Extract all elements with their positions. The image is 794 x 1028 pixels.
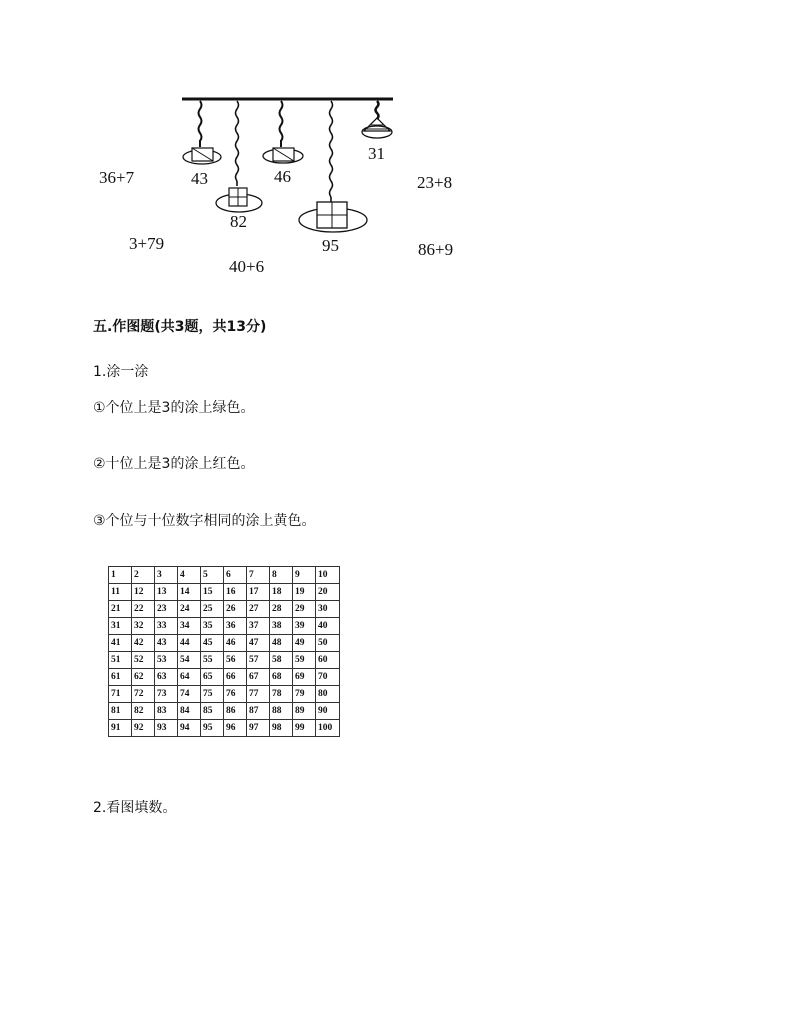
grid-cell[interactable]: 96 (224, 720, 247, 737)
grid-cell[interactable]: 49 (293, 635, 316, 652)
grid-row (109, 601, 340, 618)
section-title: 五.作图题(共3题，共13分) (93, 319, 267, 335)
lamp-82-shape (216, 101, 262, 212)
grid-cell[interactable]: 17 (247, 584, 270, 601)
grid-cell[interactable]: 15 (201, 584, 224, 601)
grid-cell[interactable]: 71 (109, 686, 132, 703)
grid-cell[interactable]: 51 (109, 652, 132, 669)
grid-cell[interactable]: 84 (178, 703, 201, 720)
grid-cell[interactable]: 43 (155, 635, 178, 652)
grid-cell[interactable]: 83 (155, 703, 178, 720)
grid-cell[interactable]: 7 (247, 567, 270, 584)
grid-cell[interactable]: 73 (155, 686, 178, 703)
grid-cell[interactable]: 48 (270, 635, 293, 652)
grid-cell[interactable]: 32 (132, 618, 155, 635)
lamp-label-95: 95 (322, 236, 339, 255)
expression-23-8: 23+8 (417, 173, 453, 192)
grid-cell[interactable]: 9 (293, 567, 316, 584)
grid-cell[interactable]: 78 (270, 686, 293, 703)
grid-cell[interactable]: 57 (247, 652, 270, 669)
grid-row (109, 686, 340, 703)
lamp-31-shape (362, 101, 392, 138)
grid-cell[interactable]: 65 (201, 669, 224, 686)
grid-cell[interactable]: 55 (201, 652, 224, 669)
question-2-title: 2.看图填数。 (93, 800, 177, 816)
grid-cell[interactable]: 91 (109, 720, 132, 737)
grid-cell[interactable]: 46 (224, 635, 247, 652)
lamp-43-shape (183, 101, 221, 164)
lamp-label-46: 46 (274, 167, 291, 186)
grid-cell[interactable]: 85 (201, 703, 224, 720)
grid-cell[interactable]: 42 (132, 635, 155, 652)
grid-cell[interactable]: 66 (224, 669, 247, 686)
grid-cell[interactable]: 19 (293, 584, 316, 601)
grid-cell[interactable]: 8 (270, 567, 293, 584)
grid-cell[interactable]: 70 (316, 669, 340, 686)
grid-cell[interactable]: 31 (109, 618, 132, 635)
grid-cell[interactable]: 61 (109, 669, 132, 686)
grid-cell[interactable]: 75 (201, 686, 224, 703)
hanging-lamps-figure (0, 0, 794, 300)
grid-cell[interactable]: 100 (316, 720, 340, 737)
lamps-drawing (0, 0, 794, 300)
grid-cell[interactable]: 12 (132, 584, 155, 601)
grid-cell[interactable]: 92 (132, 720, 155, 737)
grid-cell[interactable]: 24 (178, 601, 201, 618)
grid-cell[interactable]: 68 (270, 669, 293, 686)
grid-cell[interactable]: 34 (178, 618, 201, 635)
expression-3-79: 3+79 (129, 234, 165, 253)
grid-cell[interactable]: 14 (178, 584, 201, 601)
grid-cell[interactable]: 53 (155, 652, 178, 669)
lamp-label-82: 82 (230, 212, 247, 231)
grid-cell[interactable]: 94 (178, 720, 201, 737)
grid-cell[interactable]: 35 (201, 618, 224, 635)
grid-cell[interactable]: 54 (178, 652, 201, 669)
grid-cell[interactable]: 33 (155, 618, 178, 635)
grid-cell[interactable]: 38 (270, 618, 293, 635)
grid-cell[interactable]: 13 (155, 584, 178, 601)
grid-cell[interactable]: 44 (178, 635, 201, 652)
grid-row (109, 720, 340, 737)
question-1-title: 1.涂一涂 (93, 364, 149, 380)
grid-cell[interactable]: 89 (293, 703, 316, 720)
grid-cell[interactable]: 74 (178, 686, 201, 703)
grid-cell[interactable]: 20 (316, 584, 340, 601)
hundred-chart-grid (108, 566, 340, 737)
lamp-95-shape (299, 101, 367, 232)
grid-cell[interactable]: 79 (293, 686, 316, 703)
grid-cell[interactable]: 41 (109, 635, 132, 652)
grid-cell[interactable]: 82 (132, 703, 155, 720)
grid-cell[interactable]: 28 (270, 601, 293, 618)
grid-cell[interactable]: 69 (293, 669, 316, 686)
grid-cell[interactable]: 81 (109, 703, 132, 720)
grid-cell[interactable]: 10 (316, 567, 340, 584)
grid-cell[interactable]: 67 (247, 669, 270, 686)
expression-86-9: 86+9 (418, 240, 454, 259)
grid-cell[interactable]: 22 (132, 601, 155, 618)
expression-40-6: 40+6 (229, 257, 265, 276)
grid-cell[interactable]: 62 (132, 669, 155, 686)
grid-cell[interactable]: 86 (224, 703, 247, 720)
grid-cell[interactable]: 56 (224, 652, 247, 669)
grid-row (109, 669, 340, 686)
grid-cell[interactable]: 98 (270, 720, 293, 737)
grid-cell[interactable]: 45 (201, 635, 224, 652)
grid-cell[interactable]: 11 (109, 584, 132, 601)
grid-cell[interactable]: 97 (247, 720, 270, 737)
grid-cell[interactable]: 59 (293, 652, 316, 669)
grid-row (109, 635, 340, 652)
lamp-label-43: 43 (191, 169, 208, 188)
grid-cell[interactable]: 40 (316, 618, 340, 635)
grid-cell[interactable]: 47 (247, 635, 270, 652)
grid-cell[interactable]: 72 (132, 686, 155, 703)
grid-row (109, 584, 340, 601)
grid-cell[interactable]: 36 (224, 618, 247, 635)
grid-cell[interactable]: 99 (293, 720, 316, 737)
grid-cell[interactable]: 3 (155, 567, 178, 584)
grid-cell[interactable]: 60 (316, 652, 340, 669)
grid-cell[interactable]: 29 (293, 601, 316, 618)
grid-cell[interactable]: 23 (155, 601, 178, 618)
grid-cell[interactable]: 80 (316, 686, 340, 703)
grid-cell[interactable]: 30 (316, 601, 340, 618)
grid-row (109, 703, 340, 720)
grid-cell[interactable]: 93 (155, 720, 178, 737)
grid-cell[interactable]: 58 (270, 652, 293, 669)
grid-cell[interactable]: 88 (270, 703, 293, 720)
question-1-item-1: ①个位上是3的涂上绿色。 (93, 400, 255, 416)
grid-row (109, 567, 340, 584)
grid-cell[interactable]: 95 (201, 720, 224, 737)
grid-cell[interactable]: 90 (316, 703, 340, 720)
grid-cell[interactable]: 39 (293, 618, 316, 635)
grid-cell[interactable]: 87 (247, 703, 270, 720)
grid-cell[interactable]: 1 (109, 567, 132, 584)
grid-cell[interactable]: 64 (178, 669, 201, 686)
grid-cell[interactable]: 6 (224, 567, 247, 584)
grid-row (109, 618, 340, 635)
question-1-item-3: ③个位与十位数字相同的涂上黄色。 (93, 513, 316, 529)
grid-cell[interactable]: 27 (247, 601, 270, 618)
grid-cell[interactable]: 77 (247, 686, 270, 703)
grid-cell[interactable]: 4 (178, 567, 201, 584)
grid-row (109, 652, 340, 669)
grid-cell[interactable]: 21 (109, 601, 132, 618)
grid-cell[interactable]: 25 (201, 601, 224, 618)
grid-cell[interactable]: 37 (247, 618, 270, 635)
grid-cell[interactable]: 16 (224, 584, 247, 601)
grid-cell[interactable]: 76 (224, 686, 247, 703)
grid-cell[interactable]: 50 (316, 635, 340, 652)
grid-cell[interactable]: 18 (270, 584, 293, 601)
grid-cell[interactable]: 63 (155, 669, 178, 686)
grid-cell[interactable]: 26 (224, 601, 247, 618)
grid-cell[interactable]: 2 (132, 567, 155, 584)
question-1-item-2: ②十位上是3的涂上红色。 (93, 456, 255, 472)
grid-cell[interactable]: 5 (201, 567, 224, 584)
lamp-label-31: 31 (368, 144, 385, 163)
grid-cell[interactable]: 52 (132, 652, 155, 669)
expression-36-7: 36+7 (99, 168, 135, 187)
lamp-46-shape (263, 101, 303, 163)
